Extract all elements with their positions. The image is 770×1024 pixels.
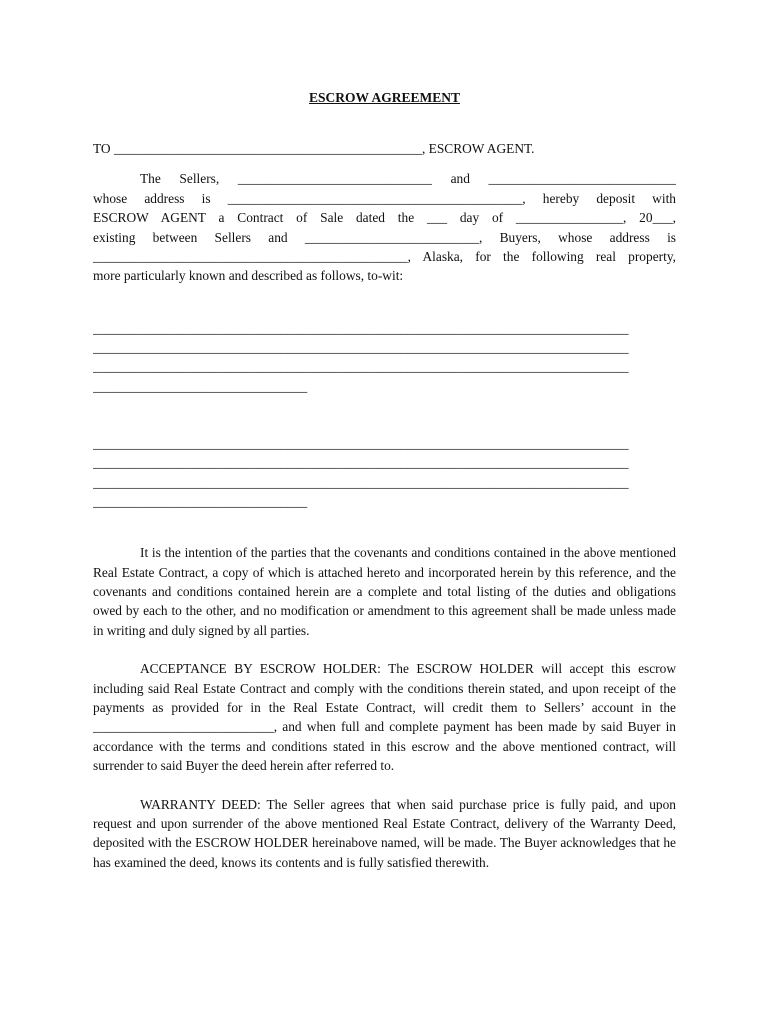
sellers-line: more particularly known and described as follows, to-wit: <box>93 268 404 284</box>
sellers-line: _______________________________________________, Alaska, for the following real property, <box>93 248 676 264</box>
warranty-deed-paragraph: WARRANTY DEED: The Seller agrees that when said purchase price is fully paid, and upon request and upon surrender of the above mentioned Real Estate Contract, delivery of the Warranty Deed, deposited with the ESCROW HOLDER hereinabove named, will be made. The Buyer acknowledges that he has examined the deed, knows its contents and is fully satisfied therewith. <box>93 796 676 870</box>
blank-line: ________________________________________________________________________________ <box>93 455 629 471</box>
sellers-line: ESCROW AGENT a Contract of Sale dated the ___ day of ________________, 20___, <box>93 210 676 226</box>
sellers-line: The Sellers, _____________________________ and ____________________________ <box>140 171 676 187</box>
blank-line: ________________________________ <box>93 378 308 394</box>
escrow-agent-line: TO ______________________________________________, ESCROW AGENT. <box>93 141 535 156</box>
blank-line: ________________________________________________________________________________ <box>93 320 629 336</box>
document-body <box>93 88 676 872</box>
sellers-paragraph <box>93 171 676 287</box>
blank-line: ________________________________________________________________________________ <box>93 340 629 356</box>
sellers-line: existing between Sellers and __________________________, Buyers, whose address is <box>93 229 676 245</box>
sellers-line: whose address is ____________________________________________, hereby deposit with <box>93 190 676 206</box>
blank-line: ________________________________________________________________________________ <box>93 359 629 375</box>
blank-line: ________________________________ <box>93 493 308 509</box>
document-title: ESCROW AGREEMENT <box>309 90 460 105</box>
property-description-blanks-2 <box>93 434 676 511</box>
intention-paragraph: It is the intention of the parties that the covenants and conditions contained in the above mentioned Real Estate Contract, a copy of which is attached hereto and incorporated herein by this reference, and the covenants and conditions contained herein are a complete and total listing of the duties and obligations owed by each to the other, and no modification or amendment to this agreement shall be made unless made in writing and duly signed by all parties. <box>93 545 676 638</box>
acceptance-paragraph: ACCEPTANCE BY ESCROW HOLDER: The ESCROW HOLDER will accept this escrow including said Real Estate Contract and comply with the conditions therein stated, and upon receipt of the payments as provided for in the Real Estate Contract, will credit them to Sellers’ account in the ___________________________, and when full and complete payment has been made by said Buyer in accordance with the terms and conditions stated in this escrow and the above mentioned contract, will surrender to said Buyer the deed herein after referred to. <box>93 661 676 774</box>
property-description-blanks <box>93 319 676 396</box>
blank-line: ________________________________________________________________________________ <box>93 474 629 490</box>
blank-line: ________________________________________________________________________________ <box>93 435 629 451</box>
